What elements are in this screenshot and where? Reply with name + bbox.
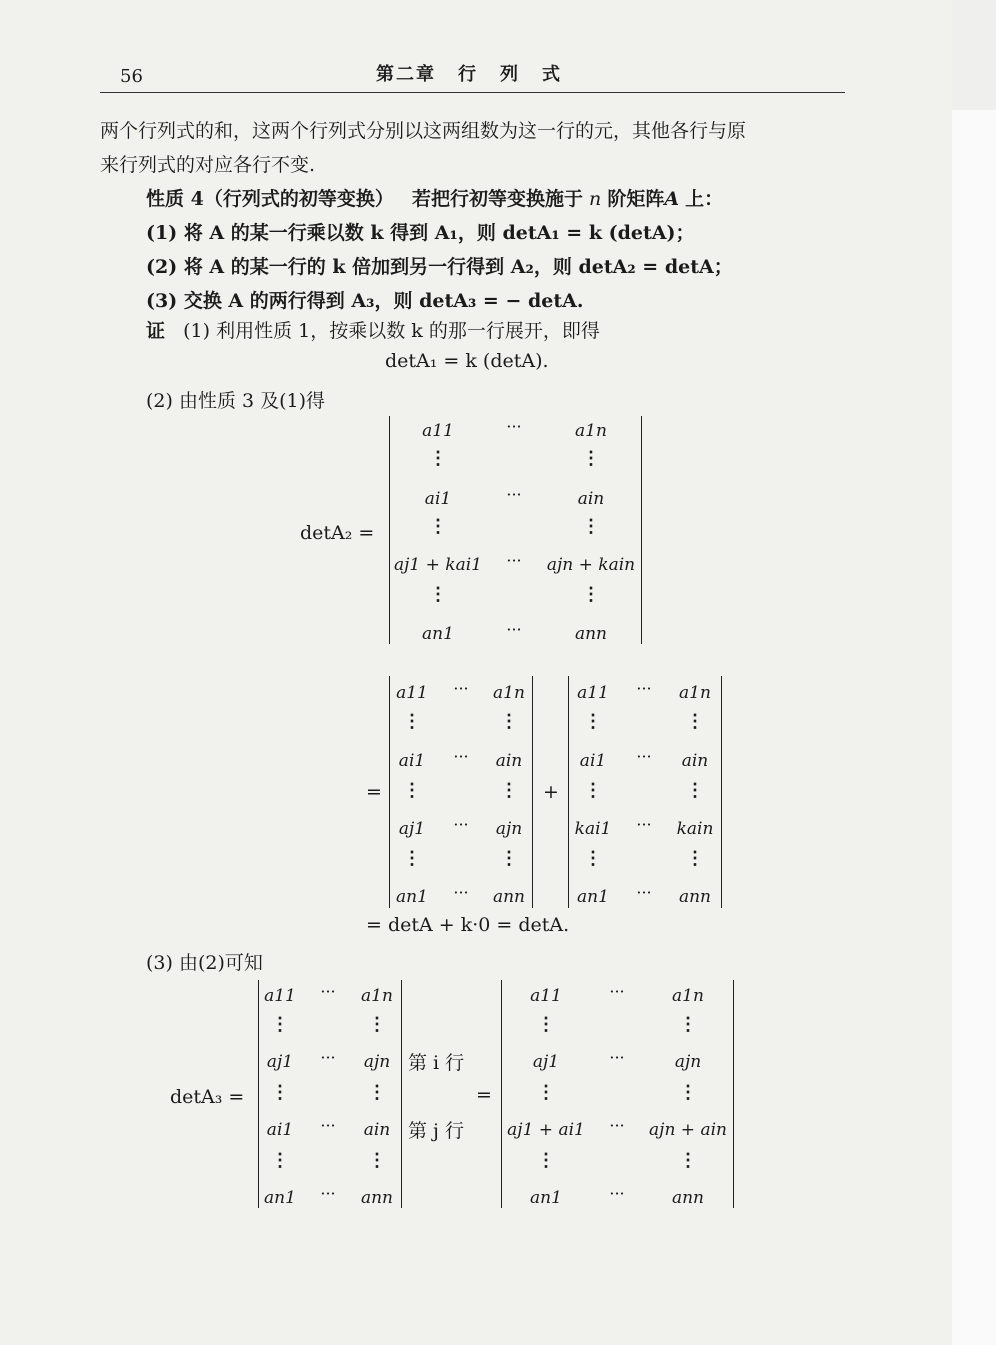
ellipsis: ···: [506, 620, 522, 639]
vertical-ellipsis: ⋮: [584, 780, 602, 801]
determinant-bar: [501, 980, 502, 1208]
ellipsis: ···: [320, 1116, 336, 1135]
ellipsis: ···: [609, 1116, 625, 1135]
determinant-bar: [389, 416, 390, 644]
ellipsis: ···: [609, 1048, 625, 1067]
matrix-entry: ain: [577, 489, 605, 509]
vertical-ellipsis: ⋮: [368, 1014, 386, 1035]
ellipsis: ···: [636, 883, 652, 902]
ellipsis: ···: [506, 551, 522, 570]
ellipsis: ···: [506, 417, 522, 436]
proof-line: (2) 由性质 3 及(1)得: [146, 390, 326, 412]
determinant-bar: [389, 676, 390, 908]
matrix-entry: a1n: [672, 986, 704, 1006]
paragraph-line: 两个行列式的和，这两个行列式分别以这两组数为这一行的元，其他各行与原: [100, 120, 747, 142]
vertical-ellipsis: ⋮: [403, 780, 421, 801]
ellipsis: ···: [609, 982, 625, 1001]
matrix-entry: ain: [681, 751, 709, 771]
equation: detA₁ = k (detA).: [385, 350, 549, 372]
matrix-entry: ai1: [424, 489, 452, 509]
matrix-entry: ai1: [266, 1120, 294, 1140]
page-number: 56: [120, 66, 143, 87]
vertical-ellipsis: ⋮: [679, 1082, 697, 1103]
matrix-entry: a1n: [575, 421, 607, 441]
matrix-entry: a11: [422, 421, 454, 441]
vertical-ellipsis: ⋮: [582, 448, 600, 469]
matrix-entry: ai1: [579, 751, 607, 771]
matrix-entry: a1n: [361, 986, 393, 1006]
vertical-ellipsis: ⋮: [582, 584, 600, 605]
matrix-entry: a11: [577, 683, 609, 703]
vertical-ellipsis: ⋮: [686, 848, 704, 869]
equation: = detA + k·0 = detA.: [366, 914, 570, 936]
vertical-ellipsis: ⋮: [429, 516, 447, 537]
property-item: (2) 将 A 的某一行的 k 倍加到另一行得到 A₂，则 detA₂ = detA；: [146, 256, 733, 278]
vertical-ellipsis: ⋮: [686, 780, 704, 801]
matrix-entry: aj1 + kai1: [394, 555, 482, 575]
determinant-bar: [568, 676, 569, 908]
ellipsis: ···: [506, 485, 522, 504]
matrix-entry: kai1: [574, 819, 612, 839]
ellipsis: ···: [453, 747, 469, 766]
matrix-entry: an1: [264, 1188, 296, 1208]
matrix-entry: ann: [492, 887, 526, 907]
determinant-bar: [532, 676, 533, 908]
ellipsis: ···: [320, 1184, 336, 1203]
determinant-bar: [733, 980, 734, 1208]
matrix-entry: ajn: [674, 1052, 702, 1072]
vertical-ellipsis: ⋮: [537, 1014, 555, 1035]
row-label: 第 j 行: [408, 1120, 464, 1142]
paragraph-line: 来行列式的对应各行不变.: [100, 154, 316, 176]
matrix-entry: a1n: [679, 683, 711, 703]
ellipsis: ···: [320, 982, 336, 1001]
ellipsis: ···: [320, 1048, 336, 1067]
matrix-entry: aj1 + ai1: [507, 1120, 585, 1140]
matrix-entry: ann: [671, 1188, 705, 1208]
ellipsis: ···: [453, 679, 469, 698]
vertical-ellipsis: ⋮: [403, 711, 421, 732]
vertical-ellipsis: ⋮: [271, 1150, 289, 1171]
determinant-bar: [401, 980, 402, 1208]
vertical-ellipsis: ⋮: [537, 1082, 555, 1103]
header-rule: [100, 92, 845, 93]
determinant-bar: [721, 676, 722, 908]
equals-sign: =: [366, 781, 382, 803]
property-item: (1) 将 A 的某一行乘以数 k 得到 A₁，则 detA₁ = k (detA)；: [146, 222, 695, 244]
vertical-ellipsis: ⋮: [271, 1014, 289, 1035]
matrix-entry: kain: [676, 819, 714, 839]
matrix-entry: a11: [396, 683, 428, 703]
matrix-entry: ajn: [495, 819, 523, 839]
determinant-bar: [641, 416, 642, 644]
ellipsis: ···: [453, 815, 469, 834]
matrix-entry: an1: [422, 624, 454, 644]
determinant-bar: [258, 980, 259, 1208]
vertical-ellipsis: ⋮: [584, 848, 602, 869]
matrix-entry: a11: [264, 986, 296, 1006]
matrix-entry: ann: [574, 624, 608, 644]
vertical-ellipsis: ⋮: [500, 780, 518, 801]
vertical-ellipsis: ⋮: [679, 1014, 697, 1035]
ellipsis: ···: [636, 679, 652, 698]
matrix-entry: an1: [396, 887, 428, 907]
vertical-ellipsis: ⋮: [271, 1082, 289, 1103]
equation-lhs: detA₂ =: [300, 522, 375, 544]
proof-line: (3) 由(2)可知: [146, 952, 263, 974]
matrix-entry: aj1: [398, 819, 426, 839]
ellipsis: ···: [453, 883, 469, 902]
matrix-entry: ain: [363, 1120, 391, 1140]
property-item: (3) 交换 A 的两行得到 A₃，则 detA₃ = − detA.: [146, 290, 584, 312]
matrix-entry: ajn: [363, 1052, 391, 1072]
scan-margin: [952, 110, 996, 1345]
row-label: 第 i 行: [408, 1052, 465, 1074]
vertical-ellipsis: ⋮: [368, 1082, 386, 1103]
matrix-entry: ai1: [398, 751, 426, 771]
vertical-ellipsis: ⋮: [429, 584, 447, 605]
vertical-ellipsis: ⋮: [368, 1150, 386, 1171]
matrix-entry: aj1: [266, 1052, 294, 1072]
matrix-entry: ann: [678, 887, 712, 907]
vertical-ellipsis: ⋮: [429, 448, 447, 469]
vertical-ellipsis: ⋮: [686, 711, 704, 732]
plus-sign: +: [543, 781, 559, 803]
matrix-entry: aj1: [532, 1052, 560, 1072]
matrix-entry: ajn + kain: [546, 555, 636, 575]
vertical-ellipsis: ⋮: [403, 848, 421, 869]
equation-lhs: detA₃ =: [170, 1086, 245, 1108]
matrix-entry: ajn + ain: [649, 1120, 727, 1140]
property-heading: 性质 4（行列式的初等变换） 若把行初等变换施于 n 阶矩阵A 上：: [146, 188, 724, 210]
proof-line: 证 (1) 利用性质 1，按乘以数 k 的那一行展开，即得: [146, 320, 600, 342]
ellipsis: ···: [636, 747, 652, 766]
running-header: 第二章 行 列 式: [376, 64, 562, 85]
matrix-entry: an1: [577, 887, 609, 907]
vertical-ellipsis: ⋮: [584, 711, 602, 732]
vertical-ellipsis: ⋮: [537, 1150, 555, 1171]
matrix-entry: a1n: [493, 683, 525, 703]
matrix-entry: an1: [530, 1188, 562, 1208]
matrix-entry: ain: [495, 751, 523, 771]
matrix-entry: a11: [530, 986, 562, 1006]
ellipsis: ···: [636, 815, 652, 834]
equals-sign: =: [476, 1084, 492, 1106]
vertical-ellipsis: ⋮: [500, 711, 518, 732]
vertical-ellipsis: ⋮: [679, 1150, 697, 1171]
vertical-ellipsis: ⋮: [500, 848, 518, 869]
matrix-entry: ann: [360, 1188, 394, 1208]
ellipsis: ···: [609, 1184, 625, 1203]
vertical-ellipsis: ⋮: [582, 516, 600, 537]
